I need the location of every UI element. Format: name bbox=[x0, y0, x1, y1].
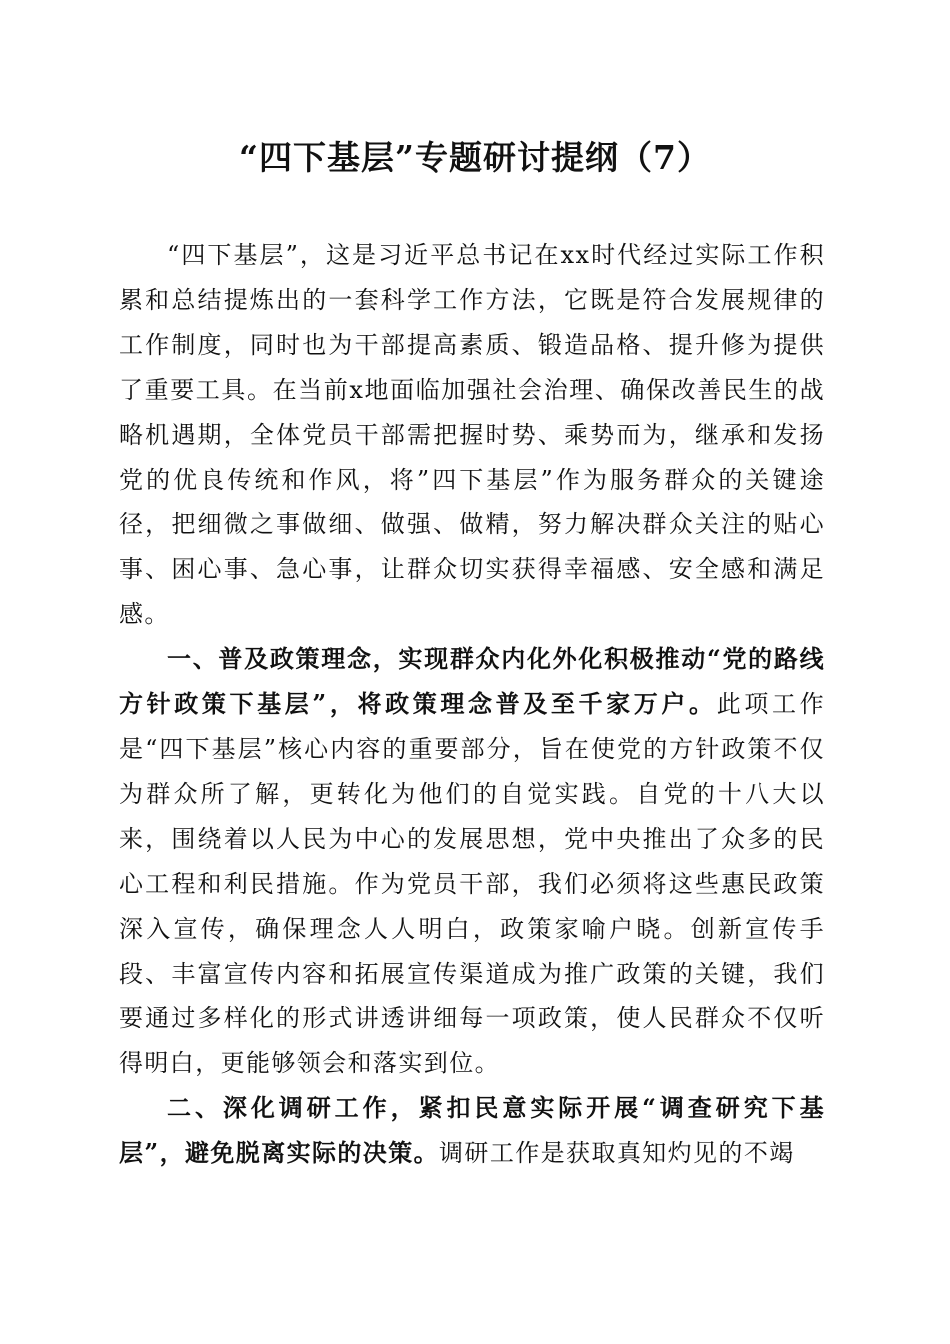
section-heading: 二、深化调研工作，紧扣民意实际开展“调查研究下基层”，避免脱离实际的决策。 bbox=[119, 1093, 825, 1168]
paragraph-intro bbox=[119, 233, 825, 637]
paragraph-text: “四下基层”，这是习近平总书记在xx时代经过实际工作积累和总结提炼出的一套科学工作方法，它既是符合发展规律的工作制度，同时也为干部提高素质、锻造品格、提升修为提供了重要工具。在当前x地面临加强社会治理、确保改善民生的战略机遇期，全体党员干部需把握时势、乘势而为，继承和发扬党的优良传统和作风，将”四下基层”作为服务群众的关键途径，把细微之事做细、做强、做精，努力解决群众关注的贴心事、困心事、急心事，让群众切实获得幸福感、安全感和满足感。 bbox=[119, 241, 825, 629]
section-heading: 一、普及政策理念，实现群众内化外化积极推动“党的路线方针政策下基层”，将政策理念普及至千家万户。 bbox=[119, 644, 825, 719]
document-title: “四下基层”专题研讨提纲（7） bbox=[239, 138, 711, 177]
document-body bbox=[119, 233, 825, 1176]
paragraph-section-1 bbox=[119, 637, 825, 1086]
paragraph-text: 此项工作是“四下基层”核心内容的重要部分，旨在使党的方针政策不仅为群众所了解，更转化为他们的自觉实践。自党的十八大以来，围绕着以人民为中心的发展思想，党中央推出了众多的民心工程和利民措施。作为党员干部，我们必须将这些惠民政策深入宣传，确保理念人人明白，政策家喻户晓。创新宣传手段、丰富宣传内容和拓展宣传渠道成为推广政策的关键，我们要通过多样化的形式讲透讲细每一项政策，使人民群众不仅听得明白，更能够领会和落实到位。 bbox=[119, 690, 825, 1078]
paragraph-text: 调研工作是获取真知灼见的不竭 bbox=[439, 1139, 795, 1168]
paragraph-section-2 bbox=[119, 1086, 825, 1176]
